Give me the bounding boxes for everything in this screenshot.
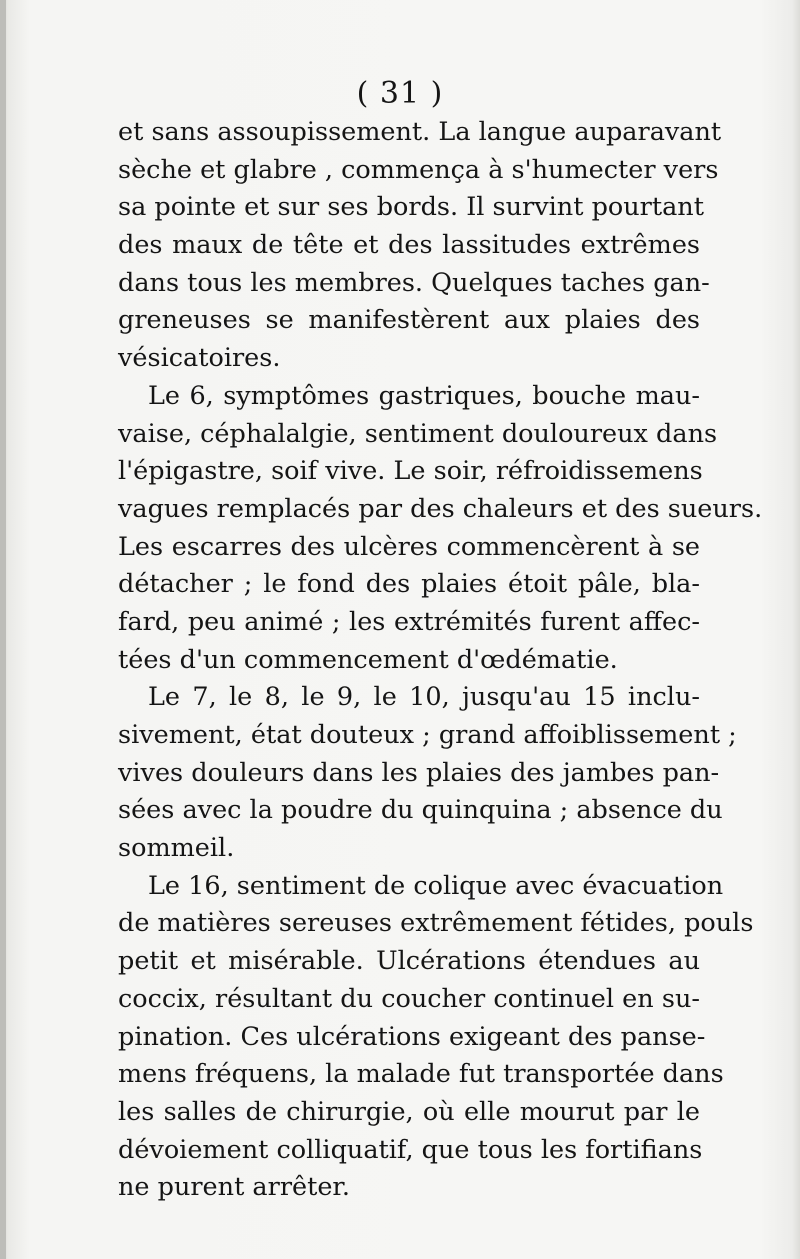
text-line: pination. Ces ulcérations exigeant des panse- [118, 1021, 706, 1052]
text-line: et sans assoupissement. La langue auparavant [118, 117, 722, 147]
text-line: dévoiement colliquatif, que tous les fortifians [118, 1134, 703, 1165]
text-line: petit et misérable. Ulcérations étendues au [118, 946, 700, 977]
body-text [118, 114, 763, 1207]
text-line: sées avec la poudre du quinquina ; absence du [118, 795, 723, 826]
paragraph [118, 114, 722, 378]
text-line: Les escarres des ulcères commencèrent à se [118, 531, 700, 562]
text-line: dans tous les membres. Quelques taches gan- [118, 267, 710, 298]
text-line: tées d'un commencement d'œdématie. [118, 644, 618, 675]
text-line: les salles de chirurgie, où elle mourut par le [118, 1096, 700, 1127]
text-line: mens fréquens, la malade fut transportée dans [118, 1059, 724, 1090]
text-line: greneuses se manifestèrent aux plaies des [118, 305, 700, 336]
text-line: Le 6, symptômes gastriques, bouche mau- [148, 380, 700, 411]
text-line: vives douleurs dans les plaies des jambes pan- [118, 757, 720, 788]
page-number: ( 31 ) [356, 76, 444, 111]
text-line: vagues remplacés par des chaleurs et des sueurs. [118, 493, 763, 524]
text-line: vaise, céphalalgie, sentiment douloureux dans [118, 418, 718, 449]
text-line: sommeil. [118, 833, 235, 864]
text-line: sivement, état douteux ; grand affoiblissement ; [118, 720, 737, 750]
paragraph [118, 868, 754, 1207]
text-line: coccix, résultant du coucher continuel en su- [118, 983, 700, 1014]
text-line: sèche et glabre , commença à s'humecter vers [118, 154, 719, 185]
paragraph [118, 679, 737, 867]
text-line: sa pointe et sur ses bords. Il survint pourtant [118, 192, 704, 223]
text-line: des maux de tête et des lassitudes extrêmes [118, 230, 700, 261]
text-line: Le 16, sentiment de colique avec évacuation [148, 870, 724, 901]
text-line: l'épigastre, soif vive. Le soir, réfroidissemens [118, 456, 703, 487]
text-line: ne purent arrêter. [118, 1172, 350, 1203]
text-line: vésicatoires. [118, 343, 281, 374]
paragraph [118, 378, 763, 680]
text-line: fard, peu animé ; les extrémités furent affec- [118, 606, 700, 637]
text-line: détacher ; le fond des plaies étoit pâle, bla- [118, 569, 700, 600]
binding-edge [0, 0, 6, 1259]
text-line: de matières sereuses extrêmement fétides, pouls [118, 908, 754, 939]
text-line: Le 7, le 8, le 9, le 10, jusqu'au 15 inclu- [148, 682, 700, 713]
